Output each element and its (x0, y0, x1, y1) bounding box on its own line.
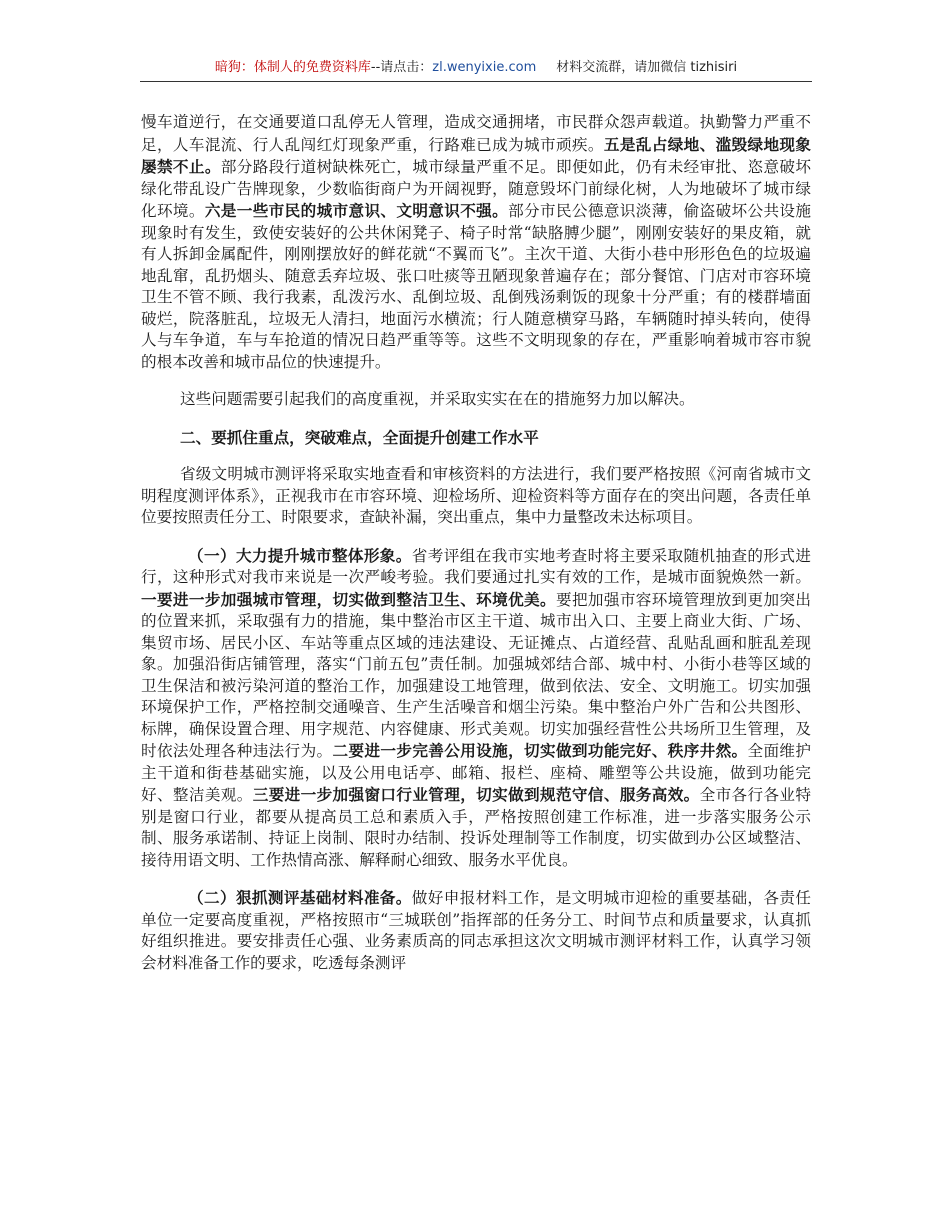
bold-phrase: 二要进一步完善公用设施，切实做到功能完好、秩序井然。 (332, 741, 748, 760)
bold-phrase: 二、要抓住重点，突破难点，全面提升创建工作水平 (180, 427, 539, 447)
text-run: 部分市民公德意识淡薄，偷盗破坏公共设施现象时有发生，致使安装好的公共休闲凳子、椅子时常“缺胳膊少腿”，刚刚安装好的果皮箱，就有人拆卸金属配件，刚刚摆放好的鲜花就“不翼而飞”。主次干道、大街小巷中形形色色的垃圾遍地乱窜，乱扔烟头、随意丢弃垃圾、张口吐痰等丑陋现象普遍存在；部分餐馆、门店对市容环境卫生不管不顾、我行我素，乱泼污水、乱倒垃圾、乱倒残汤剩饭的现象十分严重；有的楼群墙面破烂，院落脏乱，垃圾无人清扫，地面污水横流；行人随意横穿马路，车辆随时掉头转向，使得人与车争道，车与车抢道的情况日趋严重等等。这些不文明现象的存在，严重影响着城市容市貌的根本改善和城市品位的快速提升。 (141, 202, 811, 371)
header-brand: 暗狗：体制人的免费资料库 (214, 60, 371, 75)
bold-phrase: 一要进一步加强城市管理，切实做到整洁卫生、环境优美。 (141, 589, 556, 609)
header-group-info: 材料交流群，请加微信 tizhisiri (556, 60, 738, 75)
bold-phrase: 六是一些市民的城市意识、文明意识不强。 (204, 201, 509, 220)
bold-phrase: 三要进一步加强窗口行业管理，切实做到规范守信、服务高效。 (252, 785, 700, 804)
paragraph-summary (141, 389, 811, 411)
header-url-link[interactable]: zl.wenyixie.com (432, 60, 537, 75)
text-run: 省级文明城市测评将采取实地查看和审核资料的方法进行，我们要严格按照《河南省城市文明程度测评体系》，正视我市在市容环境、迎检场所、迎检资料等方面存在的突出问题，各责任单位要按照责任分工、时限要求，查缺补漏，突出重点，集中力量整改未达标项目。 (141, 465, 811, 526)
text-run: 全市各行各业特别是窗口行业，都要从提高员工总和素质入手，严格按照创建工作标准，进一步落实服务公示制、服务承诺制、持证上岗制、限时办结制、投诉处理制等工作制度，切实做到办公区域整洁、接待用语文明、工作热情高涨、解释耐心细致、服务水平优良。 (141, 786, 811, 869)
section-heading (141, 427, 811, 449)
bold-phrase: （二）狠抓测评基础材料准备。 (188, 888, 412, 907)
text-run: 做好申报材料工作，是文明城市迎检的重要基础，各责任单位一定要高度重视，严格按照市“三城联创”指挥部的任务分工、时间节点和质量要求，认真抓好组织推进。要安排责任心强、业务素质高的同志承担这次文明城市测评材料工作，认真学习领会材料准备工作的要求，吃透每条测评 (141, 889, 811, 972)
bold-phrase: 五是乱占绿地、滥毁绿地现象屡禁不止。 (141, 134, 811, 176)
text-run: 这些问题需要引起我们的高度重视，并采取实实在在的措施努力加以解决。 (180, 390, 695, 408)
document-body (141, 112, 811, 974)
page-header (140, 58, 812, 78)
text-run: 慢车道逆行，在交通要道口乱停无人管理，造成交通拥堵，市民群众怨声载道。执勤警力严重不足，人车混流、行人乱闯红灯现象严重，行路难已成为城市顽疾。 (141, 113, 811, 154)
bold-phrase: （一）大力提升城市整体形象。 (188, 545, 412, 565)
text-run: 要把加强市容环境管理放到更加突出的位置来抓，采取强有力的措施，集中整治市区主干道、城市出入口、主要上商业大街、广场、集贸市场、居民小区、车站等重点区域的违法建设、无证摊点、占道经营、乱贴乱画和脏乱差现象。加强沿街店铺管理，落实“门前五包”责任制。加强城郊结合部、城中村、小街小巷等区域的卫生保洁和被污染河道的整治工作，加强建设工地管理，做到依法、安全、文明施工。切实加强环境保护工作，严格控制交通噪音、生产生活噪音和烟尘污染。集中整治户外广告和公共图形、标牌，确保设置合理、用字规范、内容健康、形式美观。切实加强经营性公共场所卫生管理，及时依法处理各种违法行为。 (141, 590, 811, 760)
header-prompt: --请点击： (370, 60, 433, 75)
paragraph-subsection-1 (141, 545, 811, 872)
paragraph-continued (141, 112, 811, 373)
paragraph-subsection-2 (141, 887, 811, 974)
text-run: 部分路段行道树缺株死亡，城市绿量严重不足。即便如此，仍有未经审批、恣意破坏绿化带乱设广告牌现象，少数临街商户为开阔视野，随意毁坏门前绿化树，人为地破坏了城市绿化环境。 (141, 158, 811, 220)
text-run: 全面维护主干道和街巷基础实施，以及公用电话亭、邮箱、报栏、座椅、雕塑等公共设施，做到功能完好、整洁美观。 (141, 742, 811, 804)
text-run: 省考评组在我市实地考查时将主要采取随机抽查的形式进行，这种形式对我市来说是一次严峻考验。我们要通过扎实有效的工作，是城市面貌焕然一新。 (141, 546, 811, 586)
paragraph-intro (141, 464, 811, 529)
header-divider (140, 81, 812, 82)
